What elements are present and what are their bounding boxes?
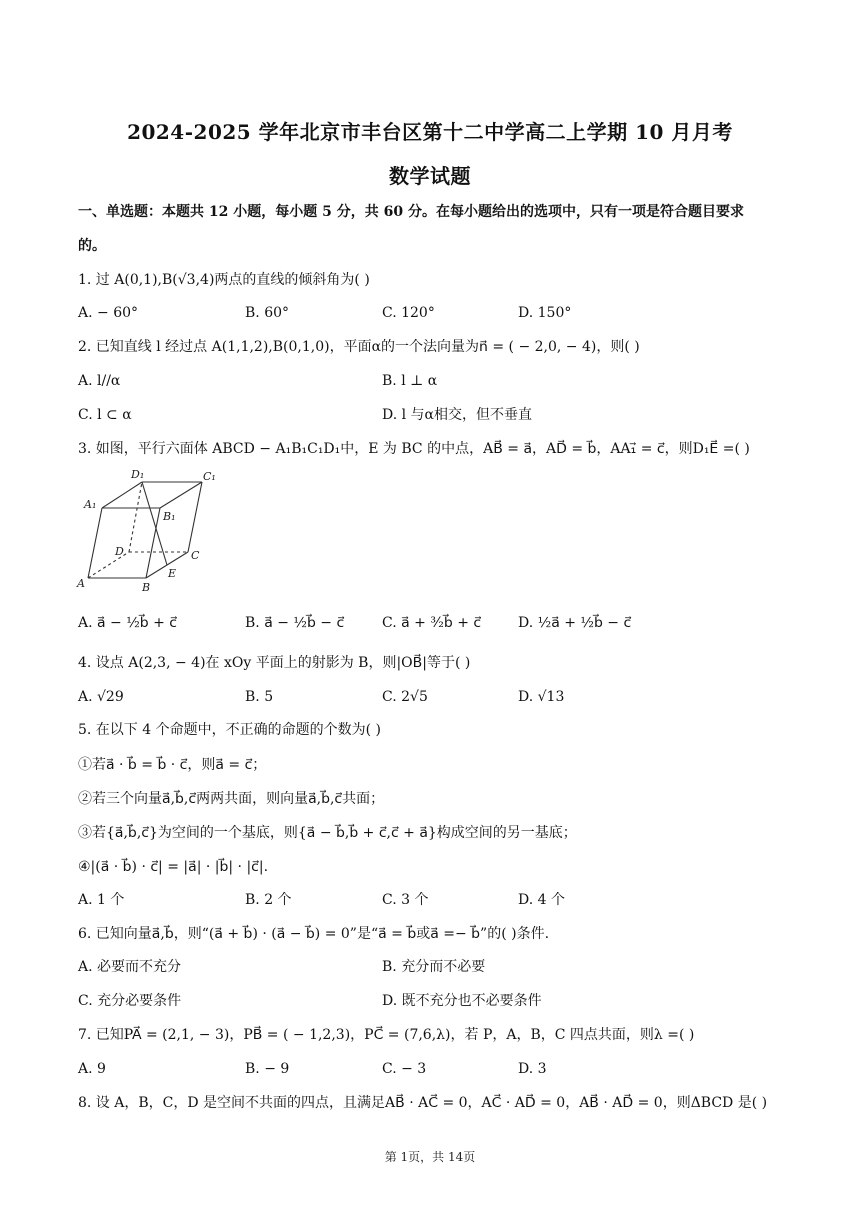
question-4-option-d: D. √13	[518, 689, 565, 705]
question-5-stem: 5. 在以下 4 个命题中，不正确的命题的个数为( )	[78, 722, 381, 738]
question-5-proposition-2: ②若三个向量a⃗,b⃗,c⃗两两共面，则向量a⃗,b⃗,c⃗共面；	[78, 791, 385, 807]
figure-label-b: B	[142, 581, 151, 594]
question-5-option-d: D. 4 个	[518, 892, 565, 908]
question-7-option-d: D. 3	[518, 1061, 547, 1077]
question-6-option-c: C. 充分必要条件	[78, 993, 182, 1009]
question-7-option-c: C. − 3	[382, 1061, 427, 1077]
question-1-option-d: D. 150°	[518, 305, 572, 321]
exam-subtitle: 数学试题	[389, 164, 471, 188]
question-1-stem: 1. 过 A(0,1),B(√3,4)两点的直线的倾斜角为( )	[78, 272, 370, 288]
question-1-option-a: A. − 60°	[78, 305, 139, 321]
question-6-option-b: B. 充分而不必要	[382, 959, 486, 975]
figure-label-c: C	[191, 549, 200, 562]
question-7-option-a: A. 9	[78, 1061, 106, 1077]
question-2-stem: 2. 已知直线 l 经过点 A(1,1,2),B(0,1,0)，平面α的一个法向量为n⃗ = ( − 2,0, − 4)，则( )	[78, 339, 640, 355]
question-5-option-b: B. 2 个	[245, 892, 292, 908]
section-instruction-line1: 一、单选题：本题共 12 小题，每小题 5 分，共 60 分。在每小题给出的选项中，只有一项是符合题目要求	[78, 204, 744, 220]
question-2-option-a: A. l//α	[78, 373, 121, 389]
question-6-stem: 6. 已知向量a⃗,b⃗，则“(a⃗ + b⃗) · (a⃗ − b⃗) = 0”是“a⃗ = b⃗或a⃗ =− b⃗”的( )条件.	[78, 926, 550, 942]
exam-title: 2024-2025 学年北京市丰台区第十二中学高二上学期 10 月月考	[127, 120, 733, 144]
question-3-option-c: C. a⃗ + ³⁄₂b⃗ + c⃗	[382, 615, 482, 631]
question-4-stem: 4. 设点 A(2,3, − 4)在 xOy 平面上的射影为 B，则|OB⃗|等于( )	[78, 655, 471, 671]
question-3-stem: 3. 如图，平行六面体 ABCD − A₁B₁C₁D₁中，E 为 BC 的中点，AB⃗ = a⃗，AD⃗ = b⃗，AA₁⃗ = c⃗，则D₁E⃗ =( )	[78, 441, 750, 457]
question-5-option-a: A. 1 个	[78, 892, 125, 908]
question-2-option-b: B. l ⊥ α	[382, 373, 438, 389]
question-6-option-a: A. 必要而不充分	[78, 959, 182, 975]
question-5-option-c: C. 3 个	[382, 892, 429, 908]
page-number: 第 1页，共 14页	[384, 1150, 476, 1164]
question-2-option-c: C. l ⊂ α	[78, 407, 132, 423]
figure-label-a1: A₁	[84, 498, 97, 511]
figure-label-b1: B₁	[163, 510, 176, 523]
question-5-proposition-4: ④|(a⃗ · b⃗) · c⃗| = |a⃗| · |b⃗| · |c⃗|.	[78, 859, 269, 875]
question-3-option-a: A. a⃗ − ½b⃗ + c⃗	[78, 615, 178, 631]
parallelepiped-figure	[74, 466, 224, 594]
question-1-option-c: C. 120°	[382, 305, 435, 321]
question-3-option-d: D. ½a⃗ + ½b⃗ − c⃗	[518, 615, 632, 631]
question-8-stem: 8. 设 A，B，C，D 是空间不共面的四点，且满足AB⃗ · AC⃗ = 0，AC⃗ · AD⃗ = 0，AB⃗ · AD⃗ = 0，则ΔBCD 是( )	[78, 1095, 768, 1111]
section-instruction-line2: 的。	[78, 238, 106, 254]
question-7-option-b: B. − 9	[245, 1061, 290, 1077]
question-4-option-b: B. 5	[245, 689, 274, 705]
question-7-stem: 7. 已知PA⃗ = (2,1, − 3)，PB⃗ = ( − 1,2,3)，PC⃗ = (7,6,λ)，若 P，A，B，C 四点共面，则λ =( )	[78, 1027, 695, 1043]
figure-label-e: E	[168, 567, 177, 580]
figure-label-d: D	[115, 545, 124, 558]
figure-label-d1: D₁	[131, 468, 145, 481]
question-5-proposition-1: ①若a⃗ · b⃗ = b⃗ · c⃗，则a⃗ = c⃗；	[78, 757, 267, 773]
question-3-option-b: B. a⃗ − ½b⃗ − c⃗	[245, 615, 345, 631]
question-4-option-a: A. √29	[78, 689, 124, 705]
question-2-option-d: D. l 与α相交，但不垂直	[382, 407, 533, 423]
question-6-option-d: D. 既不充分也不必要条件	[382, 993, 542, 1009]
question-4-option-c: C. 2√5	[382, 689, 428, 705]
figure-label-c1: C₁	[203, 470, 216, 483]
figure-label-a: A	[77, 577, 85, 590]
question-1-option-b: B. 60°	[245, 305, 290, 321]
question-5-proposition-3: ③若{a⃗,b⃗,c⃗}为空间的一个基底，则{a⃗ − b⃗,b⃗ + c⃗,c⃗ + a⃗}构成空间的另一基底；	[78, 825, 577, 841]
